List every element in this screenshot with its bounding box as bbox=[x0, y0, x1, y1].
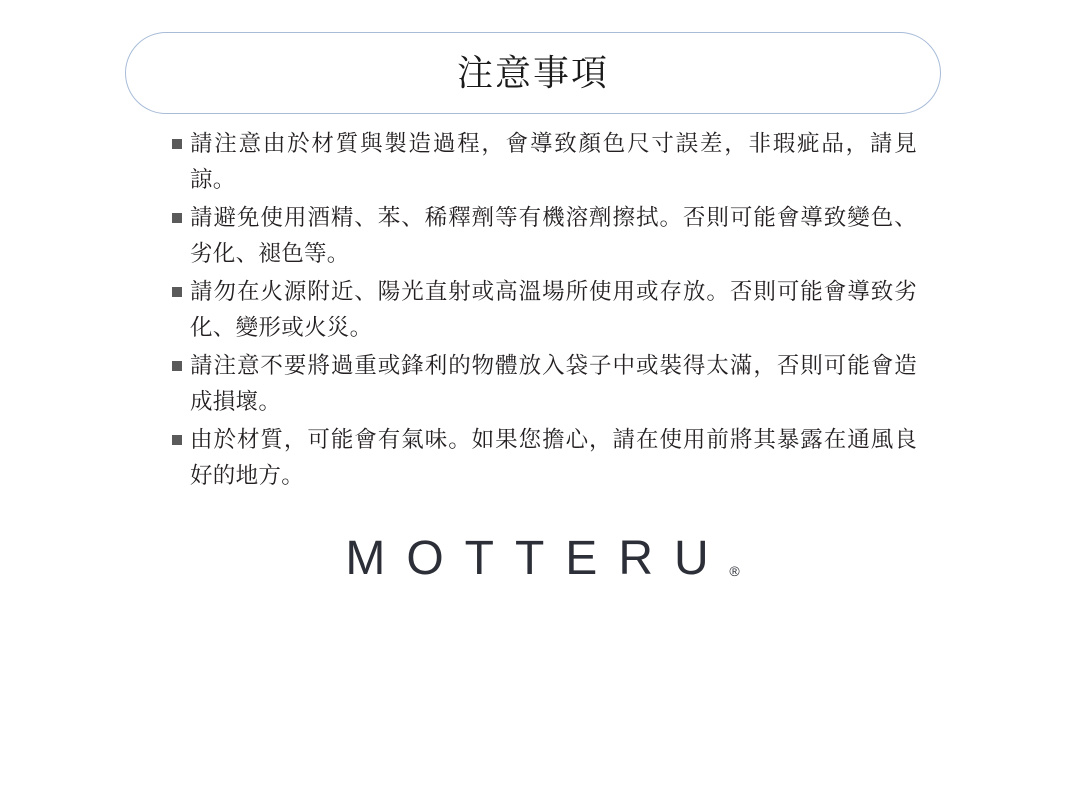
page-title: 注意事項 bbox=[456, 52, 609, 93]
list-item bbox=[172, 274, 917, 346]
list-item bbox=[172, 422, 917, 494]
note-text: 請注意由於材質與製造過程，會導致顏色尺寸誤差，非瑕疵品，請見諒。 bbox=[190, 131, 917, 192]
list-item bbox=[172, 126, 917, 198]
note-text: 請注意不要將過重或鋒利的物體放入袋子中或裝得太滿，否則可能會造成損壞。 bbox=[190, 353, 917, 414]
list-item bbox=[172, 348, 917, 420]
note-text: 由於材質，可能會有氣味。如果您擔心，請在使用前將其暴露在通風良好的地方。 bbox=[190, 427, 917, 488]
square-bullet-icon bbox=[172, 287, 182, 297]
brand-wordmark-text: MOTTERU bbox=[345, 532, 730, 585]
page-title-pill bbox=[125, 32, 941, 114]
note-text: 請勿在火源附近、陽光直射或高溫場所使用或存放。否則可能會導致劣化、變形或火災。 bbox=[190, 279, 917, 340]
list-item bbox=[172, 200, 917, 272]
square-bullet-icon bbox=[172, 435, 182, 445]
square-bullet-icon bbox=[172, 361, 182, 371]
note-text: 請避免使用酒精、苯、稀釋劑等有機溶劑擦拭。否則可能會導致變色、劣化、褪色等。 bbox=[190, 205, 917, 266]
square-bullet-icon bbox=[172, 213, 182, 223]
notes-list bbox=[172, 126, 917, 496]
brand-logo bbox=[0, 524, 1065, 594]
brand-wordmark-container bbox=[335, 524, 740, 594]
square-bullet-icon bbox=[172, 139, 182, 149]
registered-trademark-icon: ® bbox=[729, 563, 740, 579]
